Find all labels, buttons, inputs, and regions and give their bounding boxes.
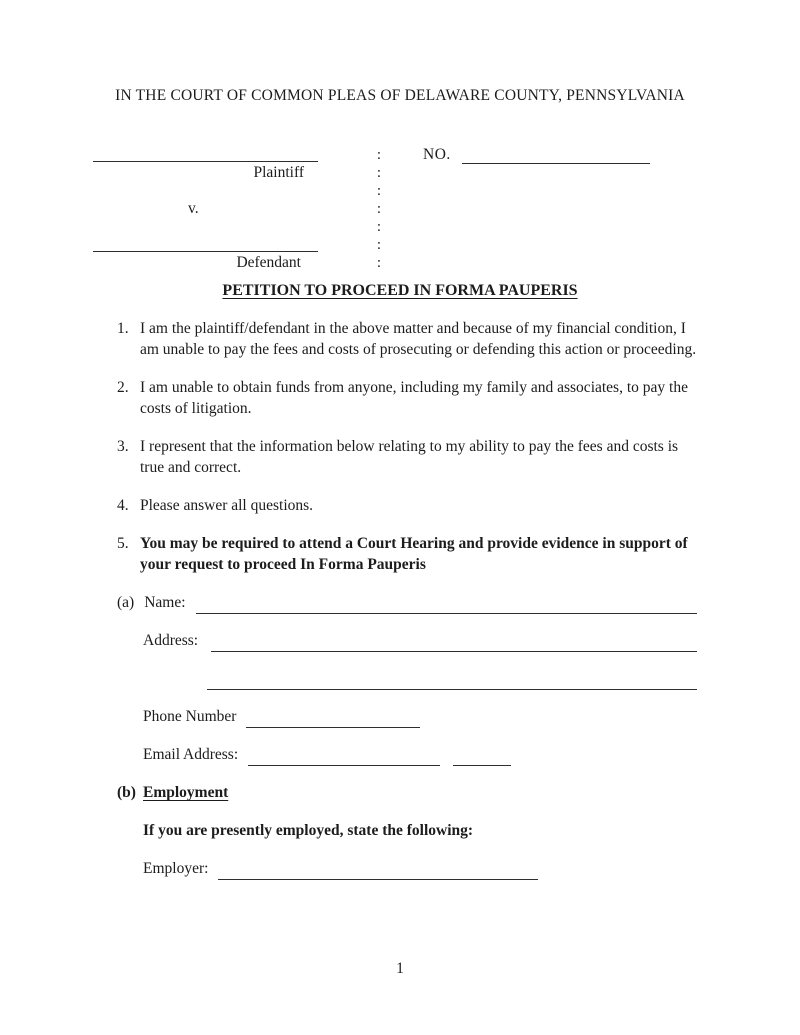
plaintiff-name-blank [93,146,318,162]
page-number: 1 [396,960,404,977]
numbered-item-2 [117,377,697,419]
email-label: Email Address: [143,746,239,763]
name-label: Name: [144,594,186,611]
phone-field-row [117,706,697,728]
employment-instruction: If you are presently employed, state the following: [143,822,474,839]
employer-label: Employer: [143,860,209,877]
employment-section-heading [117,782,697,803]
employment-heading: Employment [143,784,229,801]
address-blank [211,634,697,652]
numbered-item-4 [117,495,697,516]
name-blank [196,596,697,614]
caption-colon: : [376,183,382,199]
caption-colon: : [376,255,382,271]
item-text: I am the plaintiff/defendant in the above matter and because of my financial condition, I am unable to pay the fees and costs of prosecuting or defending this action or proceeding. [140,320,697,358]
case-number-blank [462,147,650,164]
address-label: Address: [143,632,199,649]
phone-label: Phone Number [143,708,237,725]
caption-colon: : [376,237,382,253]
address-field-row [117,630,697,652]
case-caption [0,146,800,274]
phone-blank [246,710,420,728]
item-text: I represent that the information below relating to my ability to pay the fees and costs is true and correct. [140,438,679,476]
numbered-item-3 [117,436,697,478]
email-blank-1 [248,748,440,766]
item-text: I am unable to obtain funds from anyone, including my family and associates, to pay the costs of litigation. [140,379,688,417]
caption-colon: : [376,219,382,235]
email-field-row [117,744,697,766]
numbered-item-1 [117,318,697,360]
section-a-label: (a) [117,594,135,611]
name-field-row [117,592,697,614]
email-blank-2 [453,748,511,766]
item-text: Please answer all questions. [140,497,314,514]
defendant-label: Defendant [236,254,301,271]
employer-field-row [117,858,697,880]
caption-colon-divider [374,146,384,272]
document-title: PETITION TO PROCEED IN FORMA PAUPERIS [222,282,578,299]
caption-colon: : [376,201,382,217]
case-number-area [423,146,650,164]
address-continuation-row [117,668,697,690]
section-b-label: (b) [117,784,136,801]
item-number: 1. [117,320,129,337]
caption-colon: : [376,165,382,181]
item-text: You may be required to attend a Court Hearing and provide evidence in support of your request to proceed In Forma Pauperis [140,535,688,573]
item-number: 3. [117,438,129,455]
case-number-label: NO. [423,146,451,163]
plaintiff-label: Plaintiff [253,164,304,181]
defendant-name-blank [93,236,318,252]
court-header: IN THE COURT OF COMMON PLEAS OF DELAWARE COUNTY, PENNSYLVANIA [115,87,685,104]
caption-colon: : [376,147,382,163]
address-blank-line-2 [207,672,697,690]
employer-blank [218,862,538,880]
numbered-item-5 [117,533,697,575]
versus-label: v. [188,200,199,217]
item-number: 2. [117,379,129,396]
item-number: 4. [117,497,129,514]
caption-parties-column [93,146,318,272]
item-number: 5. [117,535,129,552]
form-body [117,318,697,896]
